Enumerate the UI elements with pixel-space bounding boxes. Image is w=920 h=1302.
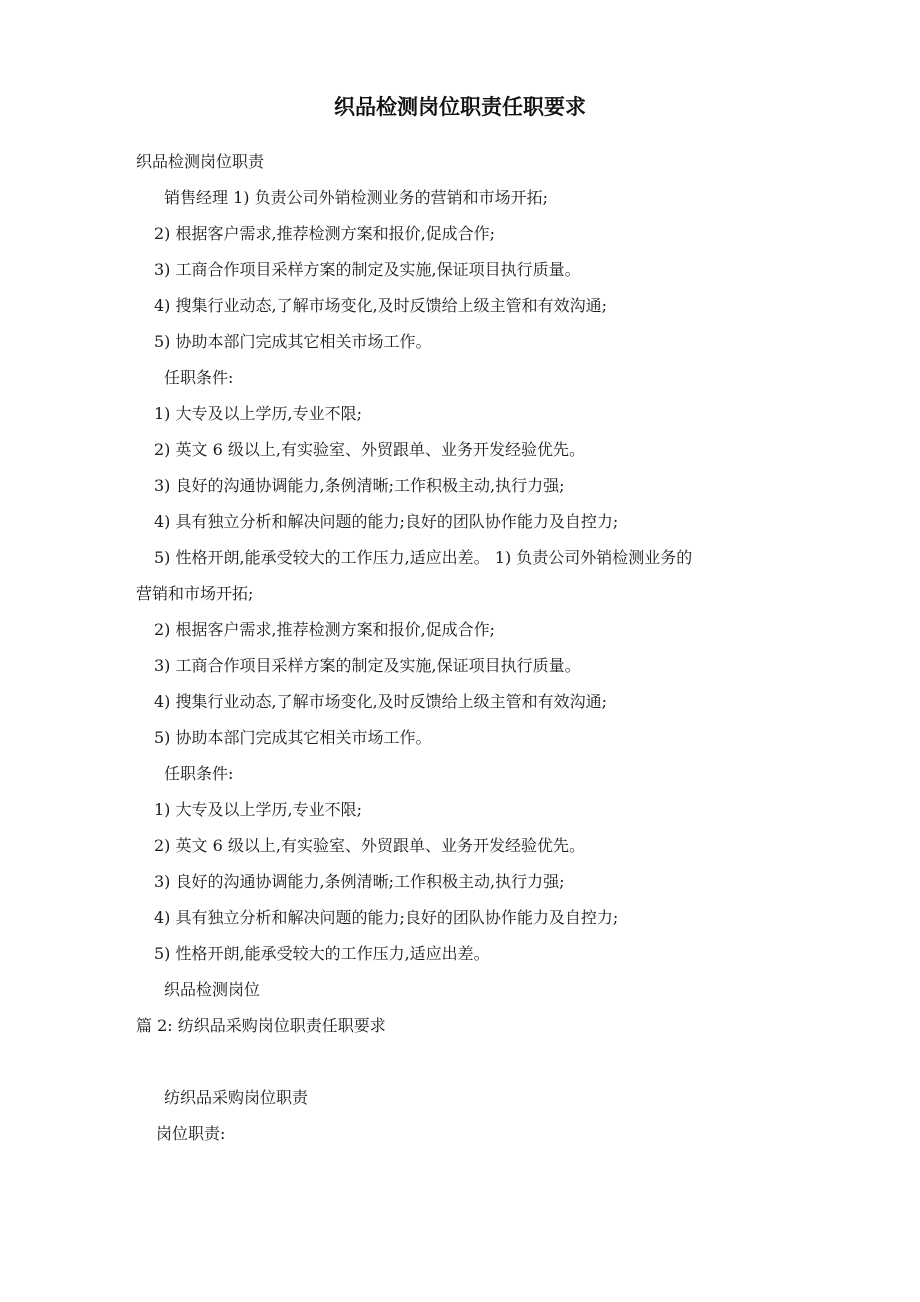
list-item: 1) 大专及以上学历,专业不限; bbox=[154, 800, 362, 819]
list-item: 5) 协助本部门完成其它相关市场工作。 bbox=[154, 728, 432, 747]
document-body bbox=[136, 144, 786, 1152]
list-item: 3) 工商合作项目采样方案的制定及实施,保证项目执行质量。 bbox=[154, 260, 581, 279]
section-heading: 织品检测岗位职责 bbox=[136, 152, 265, 171]
subheading: 任职条件: bbox=[164, 764, 234, 783]
list-item: 1) 大专及以上学历,专业不限; bbox=[154, 404, 362, 423]
subheading: 岗位职责: bbox=[156, 1124, 226, 1143]
list-item: 2) 根据客户需求,推荐检测方案和报价,促成合作; bbox=[154, 620, 496, 639]
list-item: 2) 英文 6 级以上,有实验室、外贸跟单、业务开发经验优先。 bbox=[154, 836, 585, 855]
section-heading: 纺织品采购岗位职责 bbox=[164, 1088, 309, 1107]
list-item: 4) 搜集行业动态,了解市场变化,及时反馈给上级主管和有效沟通; bbox=[154, 692, 608, 711]
list-item: 3) 良好的沟通协调能力,条例清晰;工作积极主动,执行力强; bbox=[154, 872, 565, 891]
list-item: 4) 具有独立分析和解决问题的能力;良好的团队协作能力及自控力; bbox=[154, 512, 619, 531]
list-item: 5) 性格开朗,能承受较大的工作压力,适应出差。 bbox=[154, 944, 490, 963]
list-item: 4) 具有独立分析和解决问题的能力;良好的团队协作能力及自控力; bbox=[154, 908, 619, 927]
list-item: 3) 工商合作项目采样方案的制定及实施,保证项目执行质量。 bbox=[154, 656, 581, 675]
blank-line bbox=[136, 1044, 786, 1080]
list-item: 2) 英文 6 级以上,有实验室、外贸跟单、业务开发经验优先。 bbox=[154, 440, 585, 459]
body-line: 销售经理 1) 负责公司外销检测业务的营销和市场开拓; bbox=[164, 188, 548, 207]
list-item: 3) 良好的沟通协调能力,条例清晰;工作积极主动,执行力强; bbox=[154, 476, 565, 495]
list-item: 4) 搜集行业动态,了解市场变化,及时反馈给上级主管和有效沟通; bbox=[154, 296, 608, 315]
chapter-heading: 篇 2: 纺织品采购岗位职责任职要求 bbox=[136, 1016, 386, 1035]
document-title: 织品检测岗位职责任职要求 bbox=[334, 95, 586, 119]
list-item: 2) 根据客户需求,推荐检测方案和报价,促成合作; bbox=[154, 224, 496, 243]
body-line: 营销和市场开拓; bbox=[136, 584, 254, 603]
list-item: 5) 协助本部门完成其它相关市场工作。 bbox=[154, 332, 432, 351]
subheading: 任职条件: bbox=[164, 368, 234, 387]
body-line: 织品检测岗位 bbox=[164, 980, 261, 999]
list-item: 5) 性格开朗,能承受较大的工作压力,适应出差。 1) 负责公司外销检测业务的 bbox=[154, 548, 693, 567]
